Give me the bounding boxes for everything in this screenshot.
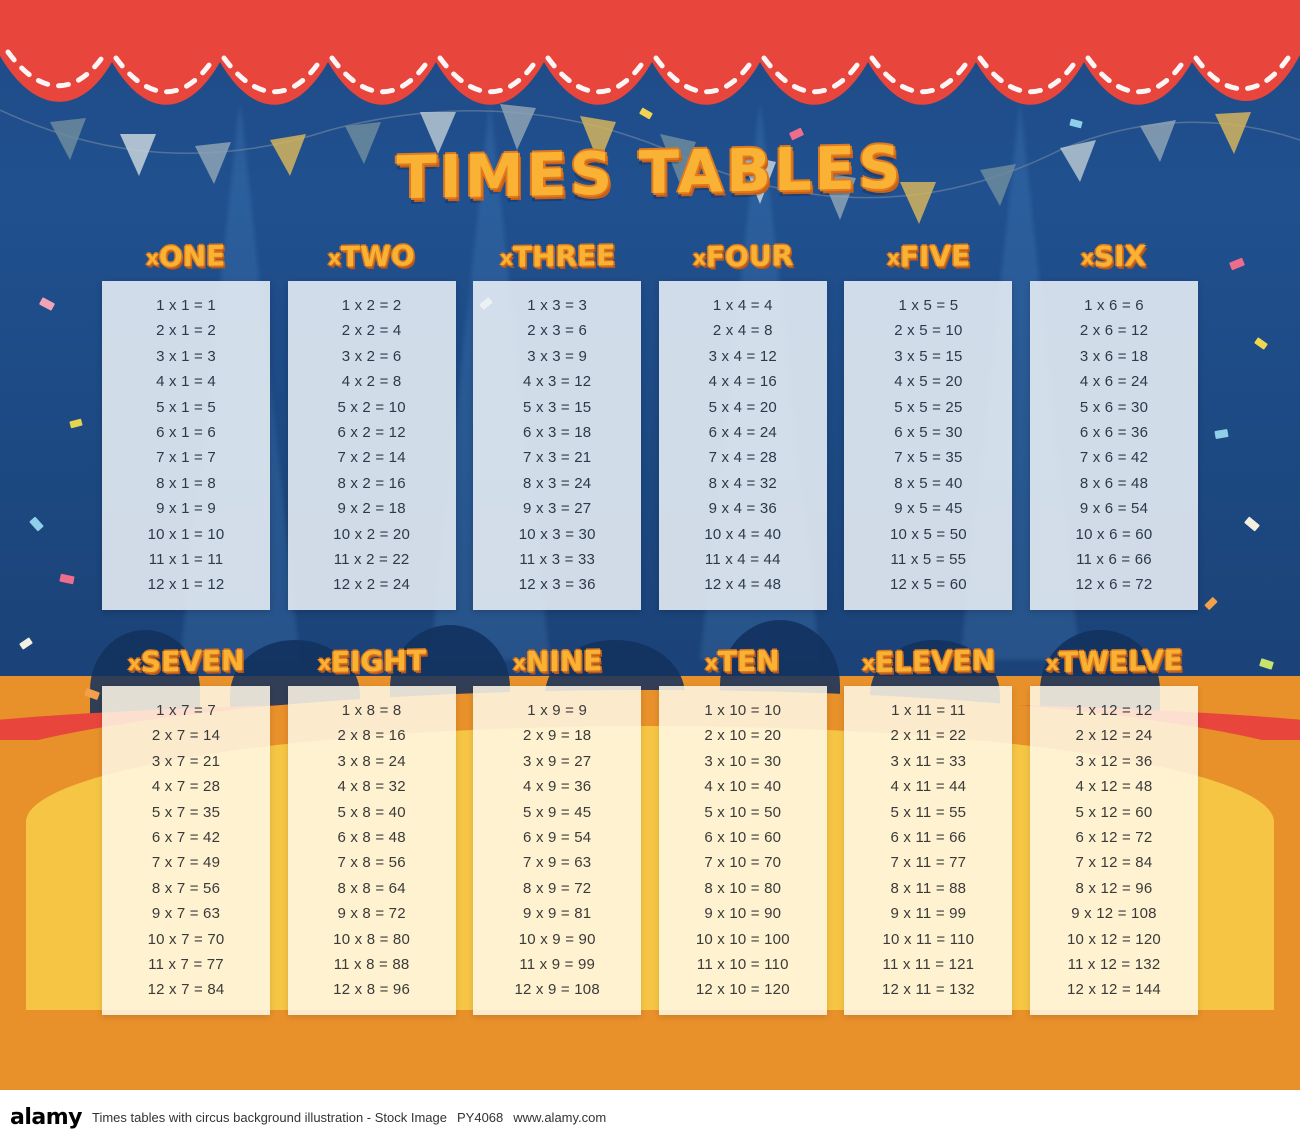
times-table-eleven <box>844 645 1012 1015</box>
table-row: 1 x 8 = 8 <box>341 702 402 719</box>
table-row: 10 x 11 = 110 <box>882 930 975 948</box>
table-row: 9 x 12 = 108 <box>1071 905 1157 923</box>
table-row: 8 x 3 = 24 <box>523 474 592 492</box>
table-row: 1 x 1 = 1 <box>156 297 216 314</box>
table-row: 10 x 12 = 120 <box>1067 930 1161 948</box>
table-row: 6 x 6 = 36 <box>1079 424 1149 442</box>
table-row: 10 x 4 = 40 <box>704 525 782 543</box>
multiply-symbol: x <box>705 650 719 675</box>
table-row: 11 x 7 = 77 <box>148 956 224 974</box>
table-row: 4 x 5 = 20 <box>894 373 963 391</box>
table-row: 10 x 2 = 20 <box>333 525 411 543</box>
confetti-piece <box>1244 516 1260 531</box>
times-table-heading: xTEN <box>705 644 781 679</box>
table-row: 12 x 7 = 84 <box>147 981 225 999</box>
table-row: 3 x 4 = 12 <box>708 347 777 365</box>
confetti-piece <box>1259 658 1274 670</box>
table-row: 6 x 10 = 60 <box>704 829 782 847</box>
table-row: 3 x 12 = 36 <box>1075 752 1153 770</box>
times-tables-bottom-grid <box>102 645 1198 1015</box>
table-row: 1 x 12 = 12 <box>1075 702 1153 719</box>
times-table-card <box>288 281 456 610</box>
times-table-card <box>473 281 641 610</box>
table-row: 8 x 2 = 16 <box>337 474 406 492</box>
table-row: 9 x 2 = 18 <box>337 500 406 518</box>
table-row: 12 x 3 = 36 <box>518 576 596 594</box>
table-row: 5 x 6 = 30 <box>1079 398 1149 416</box>
table-row: 10 x 6 = 60 <box>1075 525 1153 543</box>
table-row: 1 x 6 = 6 <box>1084 297 1144 314</box>
table-row: 2 x 10 = 20 <box>704 727 782 745</box>
table-row: 6 x 12 = 72 <box>1075 829 1153 847</box>
times-table-heading: xTWO <box>328 239 415 274</box>
table-row: 12 x 8 = 96 <box>333 981 411 999</box>
times-table-card <box>473 686 641 1015</box>
times-table-seven <box>102 645 270 1015</box>
table-row: 9 x 3 = 27 <box>523 500 592 518</box>
table-row: 5 x 1 = 5 <box>156 398 216 416</box>
times-table-card <box>659 686 827 1015</box>
times-table-card <box>102 686 270 1015</box>
table-row: 6 x 11 = 66 <box>890 829 967 847</box>
times-tables-top-grid <box>102 240 1198 610</box>
times-table-heading: xELEVEN <box>861 643 995 679</box>
times-table-heading: xTHREE <box>499 238 615 274</box>
table-row: 4 x 8 = 32 <box>337 778 406 796</box>
table-row: 4 x 10 = 40 <box>704 778 782 796</box>
table-row: 4 x 2 = 8 <box>341 373 402 391</box>
table-row: 6 x 2 = 12 <box>337 424 406 442</box>
table-row: 2 x 7 = 14 <box>151 727 221 745</box>
table-row: 4 x 4 = 16 <box>708 373 777 391</box>
table-row: 12 x 5 = 60 <box>889 576 967 594</box>
table-row: 4 x 11 = 44 <box>890 778 967 796</box>
table-row: 3 x 1 = 3 <box>156 347 216 365</box>
table-row: 7 x 10 = 70 <box>704 854 782 872</box>
table-row: 2 x 3 = 6 <box>527 322 588 340</box>
confetti-piece <box>1254 337 1268 350</box>
table-row: 7 x 1 = 7 <box>156 449 216 467</box>
table-row: 8 x 7 = 56 <box>151 879 221 897</box>
table-row: 9 x 4 = 36 <box>708 500 777 518</box>
table-row: 5 x 3 = 15 <box>523 398 592 416</box>
multiply-symbol: x <box>1045 650 1059 676</box>
table-row: 4 x 1 = 4 <box>156 373 216 391</box>
table-row: 9 x 6 = 54 <box>1079 500 1149 518</box>
times-table-card <box>659 281 827 610</box>
table-row: 6 x 3 = 18 <box>523 424 592 442</box>
table-row: 4 x 9 = 36 <box>523 778 592 796</box>
multiply-symbol: x <box>146 245 160 270</box>
confetti-piece <box>29 516 44 531</box>
times-table-card <box>288 686 456 1015</box>
table-row: 5 x 10 = 50 <box>704 803 782 821</box>
multiply-symbol: x <box>328 245 342 270</box>
times-table-card <box>102 281 270 610</box>
times-table-heading: xEIGHT <box>317 644 426 679</box>
table-row: 8 x 6 = 48 <box>1079 474 1149 492</box>
times-table-six <box>1030 240 1198 610</box>
table-row: 3 x 6 = 18 <box>1079 347 1149 365</box>
multiply-symbol: x <box>499 245 513 271</box>
times-table-heading: xONE <box>146 239 226 274</box>
times-table-heading: xSIX <box>1081 239 1147 274</box>
confetti-piece <box>39 297 55 311</box>
table-row: 2 x 2 = 4 <box>341 322 402 340</box>
times-table-four <box>659 240 827 610</box>
table-row: 3 x 10 = 30 <box>704 752 782 770</box>
circus-tent-valance <box>0 0 1300 125</box>
table-row: 9 x 5 = 45 <box>894 500 963 518</box>
table-row: 11 x 1 = 11 <box>148 551 224 569</box>
table-row: 10 x 3 = 30 <box>518 525 596 543</box>
times-table-heading: xNINE <box>512 644 602 679</box>
table-row: 12 x 10 = 120 <box>695 981 790 999</box>
times-table-ten <box>659 645 827 1015</box>
table-row: 8 x 10 = 80 <box>704 879 782 897</box>
table-row: 9 x 9 = 81 <box>523 905 592 923</box>
confetti-piece <box>59 574 74 585</box>
table-row: 7 x 11 = 77 <box>890 854 967 872</box>
footer-url: www.alamy.com <box>513 1110 607 1125</box>
table-row: 12 x 9 = 108 <box>514 981 600 999</box>
times-table-heading: xFIVE <box>886 239 970 274</box>
table-row: 3 x 9 = 27 <box>523 752 592 770</box>
table-row: 2 x 4 = 8 <box>712 322 773 340</box>
table-row: 2 x 11 = 22 <box>890 727 967 745</box>
times-table-five <box>844 240 1012 610</box>
table-row: 1 x 11 = 11 <box>891 702 966 719</box>
table-row: 8 x 11 = 88 <box>890 879 967 897</box>
table-row: 10 x 8 = 80 <box>333 930 411 948</box>
table-row: 11 x 4 = 44 <box>704 551 781 569</box>
table-row: 11 x 8 = 88 <box>333 956 410 974</box>
multiply-symbol: x <box>512 650 526 675</box>
table-row: 5 x 2 = 10 <box>337 398 406 416</box>
table-row: 9 x 1 = 9 <box>156 500 216 518</box>
table-row: 1 x 4 = 4 <box>712 297 773 314</box>
times-table-card <box>1030 686 1198 1015</box>
footer-caption: Times tables with circus background illustration - Stock Image <box>92 1110 447 1125</box>
table-row: 11 x 3 = 33 <box>519 551 596 569</box>
table-row: 1 x 7 = 7 <box>156 702 216 719</box>
table-row: 8 x 4 = 32 <box>708 474 777 492</box>
times-table-heading: xSEVEN <box>127 643 245 679</box>
table-row: 7 x 5 = 35 <box>894 449 963 467</box>
table-row: 3 x 5 = 15 <box>894 347 963 365</box>
table-row: 12 x 1 = 12 <box>147 576 225 594</box>
table-row: 7 x 12 = 84 <box>1075 854 1153 872</box>
table-row: 3 x 8 = 24 <box>337 752 406 770</box>
confetti-piece <box>19 637 33 650</box>
times-table-three <box>473 240 641 610</box>
table-row: 12 x 11 = 132 <box>881 981 975 999</box>
table-row: 7 x 4 = 28 <box>708 449 777 467</box>
table-row: 12 x 12 = 144 <box>1067 981 1161 999</box>
table-row: 6 x 9 = 54 <box>523 829 592 847</box>
times-table-nine <box>473 645 641 1015</box>
alamy-logo: alamy <box>10 1105 82 1130</box>
times-table-heading: xFOUR <box>692 239 793 274</box>
table-row: 9 x 8 = 72 <box>337 905 406 923</box>
table-row: 2 x 8 = 16 <box>337 727 406 745</box>
table-row: 11 x 6 = 66 <box>1076 551 1152 569</box>
table-row: 6 x 8 = 48 <box>337 829 406 847</box>
table-row: 12 x 6 = 72 <box>1075 576 1153 594</box>
multiply-symbol: x <box>886 245 900 270</box>
table-row: 12 x 4 = 48 <box>704 576 782 594</box>
table-row: 10 x 1 = 10 <box>147 525 225 543</box>
table-row: 9 x 10 = 90 <box>704 905 782 923</box>
table-row: 5 x 4 = 20 <box>708 398 777 416</box>
table-row: 1 x 2 = 2 <box>341 297 402 314</box>
table-row: 10 x 9 = 90 <box>518 930 596 948</box>
times-table-heading: xTWELVE <box>1045 643 1183 679</box>
table-row: 1 x 3 = 3 <box>527 297 588 314</box>
table-row: 8 x 1 = 8 <box>156 474 216 492</box>
table-row: 4 x 6 = 24 <box>1079 373 1149 391</box>
table-row: 5 x 7 = 35 <box>151 803 221 821</box>
ground-strip <box>0 1010 1300 1090</box>
table-row: 10 x 5 = 50 <box>889 525 967 543</box>
table-row: 5 x 5 = 25 <box>894 398 963 416</box>
table-row: 3 x 3 = 9 <box>527 347 588 365</box>
table-row: 6 x 7 = 42 <box>151 829 221 847</box>
table-row: 6 x 5 = 30 <box>894 424 963 442</box>
table-row: 1 x 10 = 10 <box>704 702 782 719</box>
table-row: 5 x 9 = 45 <box>523 803 592 821</box>
table-row: 11 x 5 = 55 <box>890 551 967 569</box>
table-row: 5 x 11 = 55 <box>890 803 967 821</box>
times-table-card <box>844 281 1012 610</box>
table-row: 11 x 11 = 121 <box>882 956 975 974</box>
table-row: 4 x 3 = 12 <box>523 373 592 391</box>
multiply-symbol: x <box>317 650 331 675</box>
confetti-piece <box>69 419 82 429</box>
table-row: 8 x 8 = 64 <box>337 879 406 897</box>
table-row: 8 x 5 = 40 <box>894 474 963 492</box>
table-row: 7 x 9 = 63 <box>523 854 592 872</box>
table-row: 1 x 9 = 9 <box>527 702 588 719</box>
times-table-card <box>1030 281 1198 610</box>
table-row: 10 x 10 = 100 <box>695 930 790 948</box>
table-row: 11 x 10 = 110 <box>696 956 789 974</box>
table-row: 9 x 11 = 99 <box>890 905 967 923</box>
multiply-symbol: x <box>127 650 141 676</box>
confetti-piece <box>1204 597 1217 610</box>
table-row: 7 x 2 = 14 <box>337 449 406 467</box>
table-row: 6 x 1 = 6 <box>156 424 216 442</box>
stock-photo-footer <box>0 1090 1300 1145</box>
table-row: 2 x 12 = 24 <box>1075 727 1153 745</box>
multiply-symbol: x <box>1081 245 1095 270</box>
times-table-eight <box>288 645 456 1015</box>
table-row: 11 x 12 = 132 <box>1067 956 1161 974</box>
table-row: 11 x 2 = 22 <box>333 551 410 569</box>
table-row: 3 x 11 = 33 <box>890 752 967 770</box>
table-row: 2 x 6 = 12 <box>1079 322 1149 340</box>
times-table-two <box>288 240 456 610</box>
table-row: 7 x 6 = 42 <box>1079 449 1149 467</box>
confetti-piece <box>1214 429 1228 439</box>
table-row: 4 x 12 = 48 <box>1075 778 1153 796</box>
times-table-card <box>844 686 1012 1015</box>
times-table-one <box>102 240 270 610</box>
table-row: 7 x 3 = 21 <box>523 449 592 467</box>
table-row: 6 x 4 = 24 <box>708 424 777 442</box>
times-table-twelve <box>1030 645 1198 1015</box>
table-row: 4 x 7 = 28 <box>151 778 221 796</box>
table-row: 2 x 5 = 10 <box>894 322 963 340</box>
table-row: 3 x 2 = 6 <box>341 347 402 365</box>
table-row: 2 x 9 = 18 <box>523 727 592 745</box>
table-row: 12 x 2 = 24 <box>333 576 411 594</box>
table-row: 1 x 5 = 5 <box>898 297 959 314</box>
multiply-symbol: x <box>692 245 706 270</box>
table-row: 8 x 12 = 96 <box>1075 879 1153 897</box>
table-row: 10 x 7 = 70 <box>147 930 225 948</box>
table-row: 5 x 8 = 40 <box>337 803 406 821</box>
table-row: 3 x 7 = 21 <box>151 752 221 770</box>
table-row: 11 x 9 = 99 <box>519 956 596 974</box>
multiply-symbol: x <box>861 650 875 676</box>
table-row: 7 x 7 = 49 <box>151 854 221 872</box>
table-row: 2 x 1 = 2 <box>156 322 216 340</box>
footer-image-id: PY4068 <box>457 1110 504 1125</box>
table-row: 5 x 12 = 60 <box>1075 803 1153 821</box>
table-row: 7 x 8 = 56 <box>337 854 406 872</box>
table-row: 8 x 9 = 72 <box>523 879 592 897</box>
page-title: TIMES TABLES <box>396 132 904 213</box>
table-row: 9 x 7 = 63 <box>151 905 221 923</box>
